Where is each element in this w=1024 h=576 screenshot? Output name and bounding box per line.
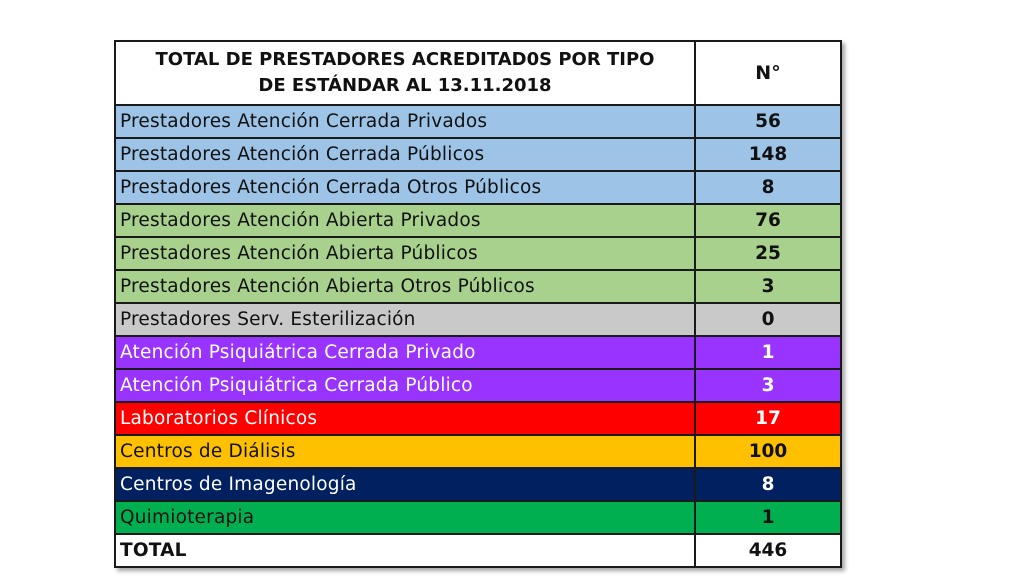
row-value: 3 — [695, 270, 841, 303]
row-value: 8 — [695, 468, 841, 501]
row-label: Prestadores Atención Cerrada Públicos — [115, 138, 695, 171]
table-row — [115, 138, 841, 171]
table-row — [115, 171, 841, 204]
table-row — [115, 270, 841, 303]
table-row — [115, 303, 841, 336]
table-row — [115, 369, 841, 402]
row-value: 148 — [695, 138, 841, 171]
row-label: Prestadores Atención Abierta Públicos — [115, 237, 695, 270]
row-value: 8 — [695, 171, 841, 204]
table-row — [115, 336, 841, 369]
table-row — [115, 402, 841, 435]
row-value: 0 — [695, 303, 841, 336]
row-label: Prestadores Atención Cerrada Privados — [115, 105, 695, 138]
table-row — [115, 204, 841, 237]
row-value: 25 — [695, 237, 841, 270]
row-label: Prestadores Atención Cerrada Otros Públicos — [115, 171, 695, 204]
table-header-row — [115, 41, 841, 105]
table-row — [115, 237, 841, 270]
accreditation-table — [114, 40, 842, 568]
table-row — [115, 468, 841, 501]
row-value: 56 — [695, 105, 841, 138]
row-label: Laboratorios Clínicos — [115, 402, 695, 435]
row-label: Atención Psiquiátrica Cerrada Privado — [115, 336, 695, 369]
row-label: Centros de Imagenología — [115, 468, 695, 501]
row-value: 1 — [695, 501, 841, 534]
row-label: Prestadores Serv. Esterilización — [115, 303, 695, 336]
table-row — [115, 105, 841, 138]
table-title — [115, 41, 695, 105]
row-label: Atención Psiquiátrica Cerrada Público — [115, 369, 695, 402]
row-label: Centros de Diálisis — [115, 435, 695, 468]
row-value: 3 — [695, 369, 841, 402]
row-label: Prestadores Atención Abierta Privados — [115, 204, 695, 237]
row-label: Quimioterapia — [115, 501, 695, 534]
row-value: 76 — [695, 204, 841, 237]
total-label: TOTAL — [115, 534, 695, 567]
row-value: 1 — [695, 336, 841, 369]
table-row — [115, 435, 841, 468]
count-column-header: N° — [695, 41, 841, 105]
row-value: 17 — [695, 402, 841, 435]
total-value: 446 — [695, 534, 841, 567]
table-title-line2: DE ESTÁNDAR AL 13.11.2018 — [258, 75, 552, 96]
table-row — [115, 501, 841, 534]
table-title-line1: TOTAL DE PRESTADORES ACREDITAD0S POR TIPO — [155, 49, 655, 70]
row-label: Prestadores Atención Abierta Otros Públicos — [115, 270, 695, 303]
table-body — [115, 105, 841, 567]
row-value: 100 — [695, 435, 841, 468]
total-row — [115, 534, 841, 567]
